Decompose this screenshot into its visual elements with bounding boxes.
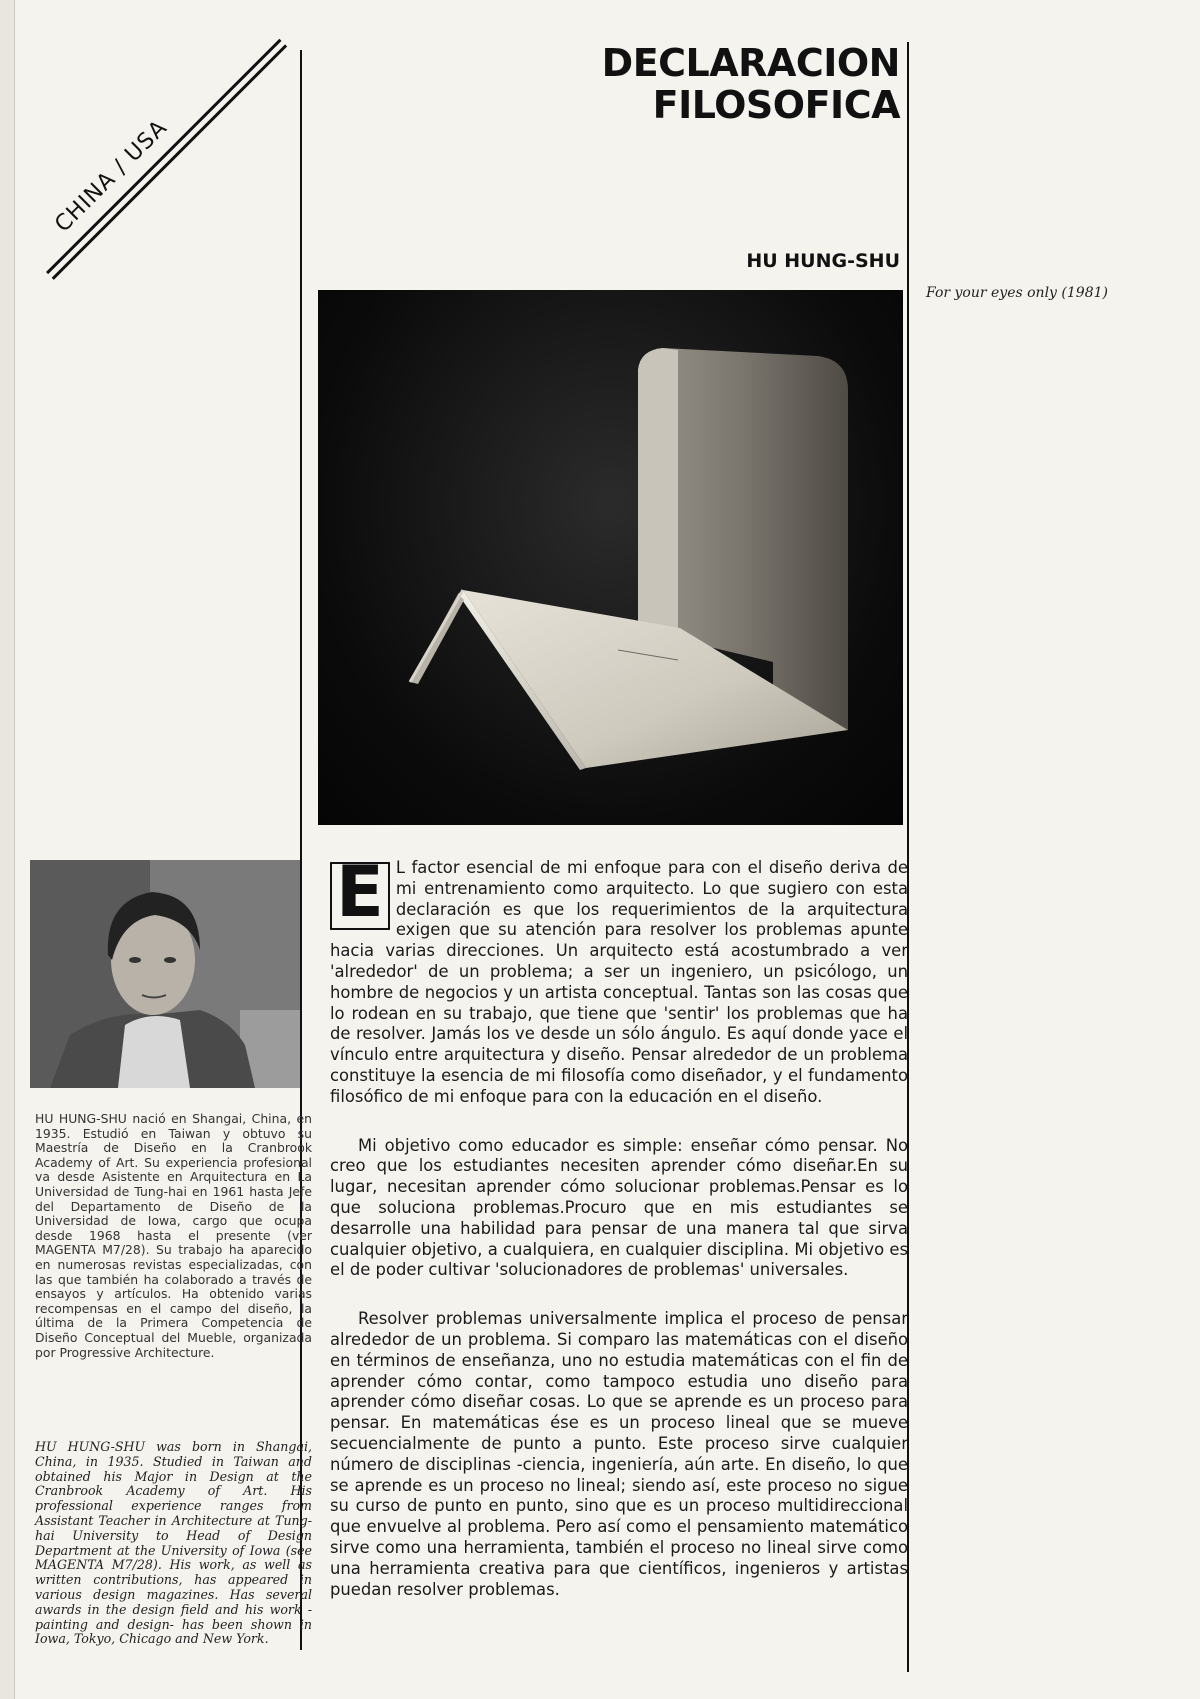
drop-cap: E [330,862,390,930]
band-line-bottom [52,44,287,279]
paragraph-3: Resolver problemas universalmente implica el proceso de pensar alrededor de un problema. Si comparo las matemáticas con el diseño en términos de enseñanza, uno no estudia matemáticas con el fin de aprender cómo contar, como tampoco estudia uno diseño para aprender cómo diseñar cosas. Lo que se aprende es un proceso para pensar. En matemáticas ése es un proceso lineal que se mueve secuencialmente de punto a punto. Este proceso sirve cualquier número de disciplinas -ciencia, ingeniería, aún arte. En diseño, lo que se aprende es un proceso no lineal; siendo así, este proceso no sigue su curso de punto en punto, sino que es un proceso multidireccional que envuelve al problema. Pero así como el pensamiento matemático sirve como una herramienta, también el proceso no lineal sirve como una herramienta creativa para que científicos, ingenieros y artistas puedan resolver problemas. [330,1309,908,1599]
country-band [22,15,291,284]
article-body [330,858,908,1628]
title-line-1: DECLARACION [601,41,900,85]
paragraph-1 [330,858,908,1108]
author-name: HU HUNG-SHU [746,250,900,272]
band-line-top [46,39,281,274]
page-edge [0,0,15,1699]
country-label: CHINA / USA [50,115,173,238]
article-title [602,42,900,126]
bio-english: HU HUNG-SHU was born in Shangai, China, in 1935. Studied in Taiwan and obtained his Major in Design at the Cranbrook Academy of Art. His professional experience ranges from Assistant Teacher in Architecture at Tung-hai University to Head of Design Department at the University of Iowa (see MAGENTA M7/28). His work, as well as written contributions, has appeared in various design magazines. Has several awards in the design field and his work -painting and design- has been shown in Iowa, Tokyo, Chicago and New York. [35,1439,312,1647]
chair-illustration [318,290,903,825]
paragraph-2: Mi objetivo como educador es simple: enseñar cómo pensar. No creo que los estudiantes necesiten aprender cómo diseñar.En su lugar, necesitan aprender cómo solucionar problemas.Pensar es lo que soluciona problemas.Procuro que en mis estudiantes se desarrolle una habilidad para pensar de una manera tal que sirva cualquier objetivo, a cualquiera, en cualquier disciplina. Mi objetivo es el de poder cultivar 'solucionadores de problemas' universales. [330,1135,908,1280]
portrait-illustration [30,860,300,1088]
author-portrait [30,860,300,1088]
left-column-rule [300,50,302,1650]
title-line-2: FILOSOFICA [652,83,900,127]
chair-photo [318,290,903,825]
paragraph-1-text: L factor esencial de mi enfoque para con el diseño deriva de mi entrenamiento como arquitecto. Lo que sugiero con esta declaración es que los requerimientos de la arquitectura exigen que su atención para resolver los problemas apunte hacia varias direcciones. Un arquitecto está acostumbrado a ver 'alrededor' de un problema; a ser un ingeniero, un psicólogo, un hombre de negocios y un artista conceptual. Tantas son las cosas que lo rodean en su trabajo, que tiene que 'sentir' los problemas que ha de resolver. Jamás los ve desde un sólo ángulo. Es aquí donde yace el vínculo entre arquitectura y diseño. Pensar alrededor de un problema constituye la esencia de mi filosofía como diseñador, y el fundamento filosófico de mi enfoque para con la educación en el diseño. [330,858,908,1106]
photo-caption: For your eyes only (1981) [926,285,1108,301]
bio-spanish: HU HUNG-SHU nació en Shangai, China, en 1935. Estudió en Taiwan y obtuvo su Maestría de Diseño en la Cranbrook Academy of Art. Su experiencia profesional va desde Asistente en Arquitectura en La Universidad de Tung-hai en 1961 hasta Jefe del Departamento de Diseño de la Universidad de Iowa, cargo que ocupa desde 1968 hasta el presente (ver MAGENTA M7/28). Su trabajo ha aparecido en numerosas revistas especializadas, con las que también ha colaborado a través de ensayos y artículos. Ha obtenido varias recompensas en el campo del diseño, la última de la Primera Competencia de Diseño Conceptual del Mueble, organizada por Progressive Architecture. [35,1111,312,1360]
